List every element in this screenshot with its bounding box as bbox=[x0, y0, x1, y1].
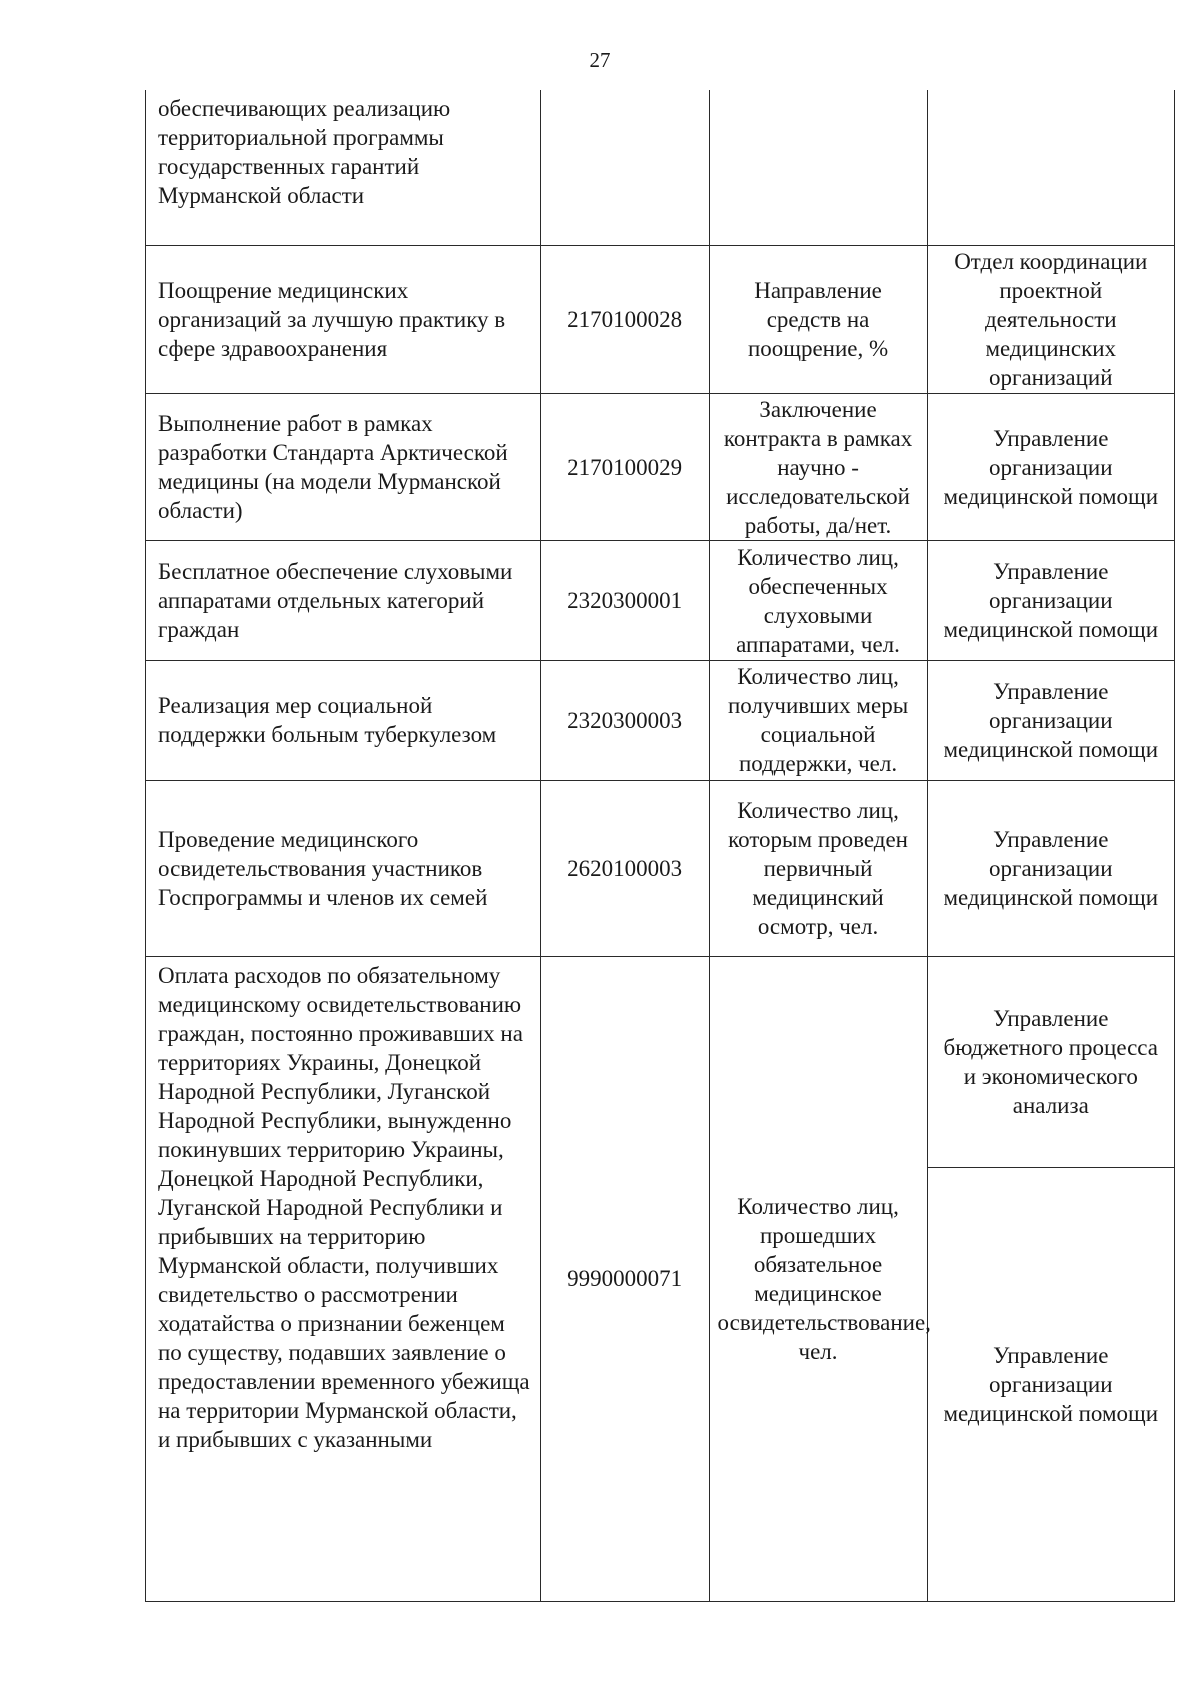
event-name-cell: Проведение медицинского освидетельствования участников Госпрограммы и членов их семей bbox=[146, 780, 541, 956]
table-row bbox=[146, 780, 1175, 956]
responsible-cell: Управление организации медицинской помощи bbox=[927, 661, 1174, 781]
event-name-cell: Оплата расходов по обязательному медицинскому освидетельствованию граждан, постоянно проживавших на территориях Украины, Донецкой Народной Республики, Луганской Народной Республики, вынужденно покинувших территорию Украины, Донецкой Народной Республики, Луганской Народной Республики и прибывших на территорию Мурманской области, получивших свидетельство о рассмотрении ходатайства о признании беженцем по существу, подавших заявление о предоставлении временного убежища на территории Мурманской области, и прибывших с указанными bbox=[146, 956, 541, 1601]
page-number: 27 bbox=[589, 48, 611, 72]
event-name-cell: Выполнение работ в рамках разработки Стандарта Арктической медицины (на модели Мурманской области) bbox=[146, 394, 541, 541]
responsible-cell: Управление организации медицинской помощи bbox=[927, 394, 1174, 541]
responsible-cell: Управление организации медицинской помощи bbox=[927, 1168, 1174, 1602]
table-row bbox=[146, 541, 1175, 661]
table-row bbox=[146, 661, 1175, 781]
code-cell: 9990000071 bbox=[540, 956, 709, 1601]
code-cell: 2170100029 bbox=[540, 394, 709, 541]
event-name-cell: Поощрение медицинских организаций за лучшую практику в сфере здравоохранения bbox=[146, 246, 541, 394]
code-cell: 2170100028 bbox=[540, 246, 709, 394]
indicator-cell: Количество лиц, прошедших обязательное медицинское освидетельствование, чел. bbox=[709, 956, 927, 1601]
code-cell: 2320300001 bbox=[540, 541, 709, 661]
indicator-cell: Заключение контракта в рамках научно - исследовательской работы, да/нет. bbox=[709, 394, 927, 541]
code-cell bbox=[540, 90, 709, 246]
event-name-cell: Бесплатное обеспечение слуховыми аппаратами отдельных категорий граждан bbox=[146, 541, 541, 661]
code-cell: 2620100003 bbox=[540, 780, 709, 956]
event-name-cell: Реализация мер социальной поддержки больным туберкулезом bbox=[146, 661, 541, 781]
responsible-cell: Отдел координации проектной деятельности медицинских организаций bbox=[927, 246, 1174, 394]
table-row bbox=[146, 246, 1175, 394]
responsible-cell bbox=[927, 90, 1174, 246]
indicator-cell: Количество лиц, обеспеченных слуховыми аппаратами, чел. bbox=[709, 541, 927, 661]
responsible-cell: Управление организации медицинской помощи bbox=[927, 541, 1174, 661]
indicators-table bbox=[145, 90, 1175, 1602]
indicator-cell: Количество лиц, получивших меры социальной поддержки, чел. bbox=[709, 661, 927, 781]
table-row bbox=[146, 394, 1175, 541]
table-row bbox=[146, 956, 1175, 1167]
code-cell: 2320300003 bbox=[540, 661, 709, 781]
responsible-cell: Управление организации медицинской помощи bbox=[927, 780, 1174, 956]
table-row bbox=[146, 90, 1175, 246]
indicator-cell: Количество лиц, которым проведен первичный медицинский осмотр, чел. bbox=[709, 780, 927, 956]
indicator-cell bbox=[709, 90, 927, 246]
event-name-cell: обеспечивающих реализацию территориальной программы государственных гарантий Мурманской области bbox=[146, 90, 541, 246]
indicator-cell: Направление средств на поощрение, % bbox=[709, 246, 927, 394]
responsible-cell: Управление бюджетного процесса и экономического анализа bbox=[927, 956, 1174, 1167]
